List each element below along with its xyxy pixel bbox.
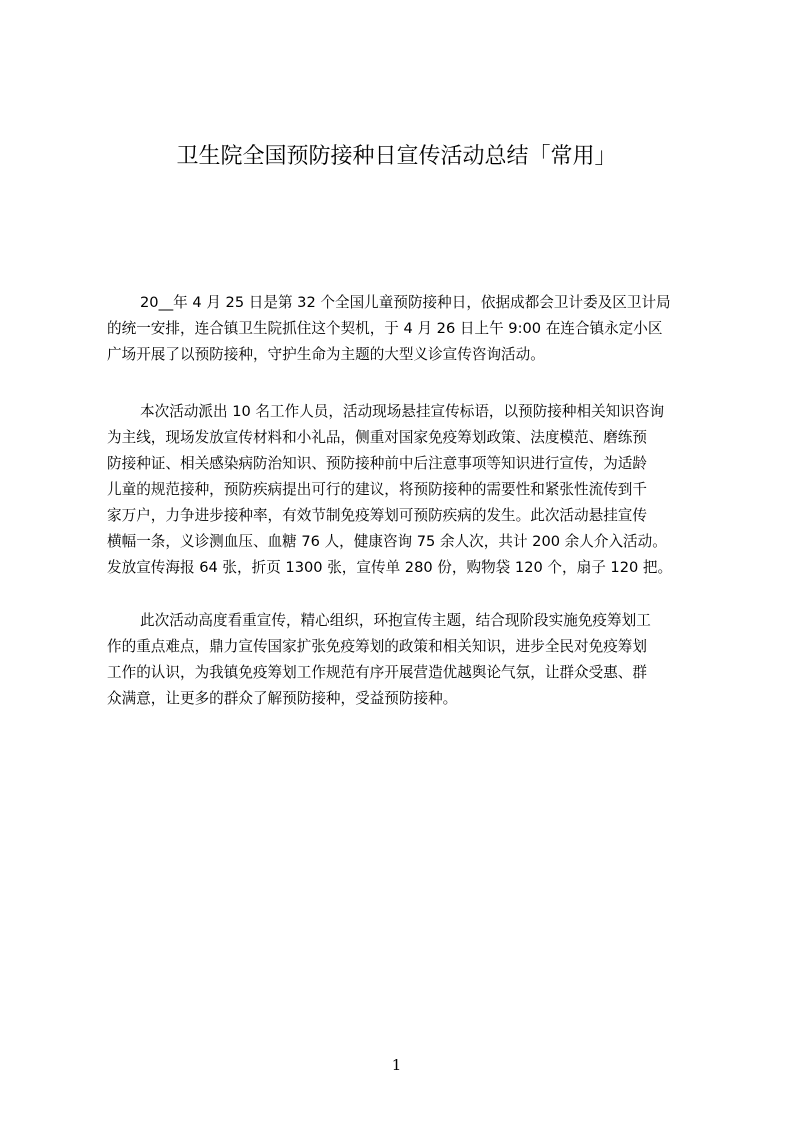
paragraph-line: 防接种证、相关感染病防治知识、预防接种前中后注意事项等知识进行宣传，为适龄	[107, 455, 647, 472]
document-title: 卫生院全国预防接种日宣传活动总结「常用」	[176, 144, 617, 169]
paragraph-line: 家万户，力争进步接种率，有效节制免疫筹划可预防疾病的发生。此次活动悬挂宣传	[107, 507, 647, 524]
page-number: 1	[391, 1056, 402, 1074]
paragraph-line: 发放宣传海报 64 张，折页 1300 张，宣传单 280 份，购物袋 120 个，扇子 120 把。	[107, 559, 673, 576]
paragraph-line: 20__年 4 月 25 日是第 32 个全国儿童预防接种日，依据成都会卫计委及区卫计局	[140, 294, 671, 311]
paragraph-line: 为主线，现场发放宣传材料和小礼品，侧重对国家免疫筹划政策、法度模范、磨练预	[107, 429, 647, 446]
paragraph-line: 工作的认识，为我镇免疫筹划工作规范有序开展营造优越舆论气氛，让群众受惠、群	[107, 664, 647, 681]
paragraph-line: 广场开展了以预防接种，守护生命为主题的大型义诊宣传咨询活动。	[107, 346, 545, 363]
paragraph-line: 横幅一条，义诊测血压、血糖 76 人，健康咨询 75 余人次，共计 200 余人介入活动。	[107, 533, 667, 550]
paragraph-line: 作的重点难点，鼎力宣传国家扩张免疫筹划的政策和相关知识，进步全民对免疫筹划	[107, 638, 647, 655]
paragraph-line: 的统一安排，连合镇卫生院抓住这个契机，于 4 月 26 日上午 9:00 在连合镇永定小区	[107, 320, 663, 337]
paragraph-line: 此次活动高度看重宣传，精心组织，环抱宣传主题，结合现阶段实施免疫筹划工	[140, 612, 651, 629]
paragraph-line: 儿童的规范接种，预防疾病提出可行的建议，将预防接种的需要性和紧张性流传到千	[107, 481, 647, 498]
paragraph-line: 众满意，让更多的群众了解预防接种，受益预防接种。	[107, 690, 458, 707]
paragraph-line: 本次活动派出 10 名工作人员，活动现场悬挂宣传标语，以预防接种相关知识咨询	[140, 403, 665, 420]
